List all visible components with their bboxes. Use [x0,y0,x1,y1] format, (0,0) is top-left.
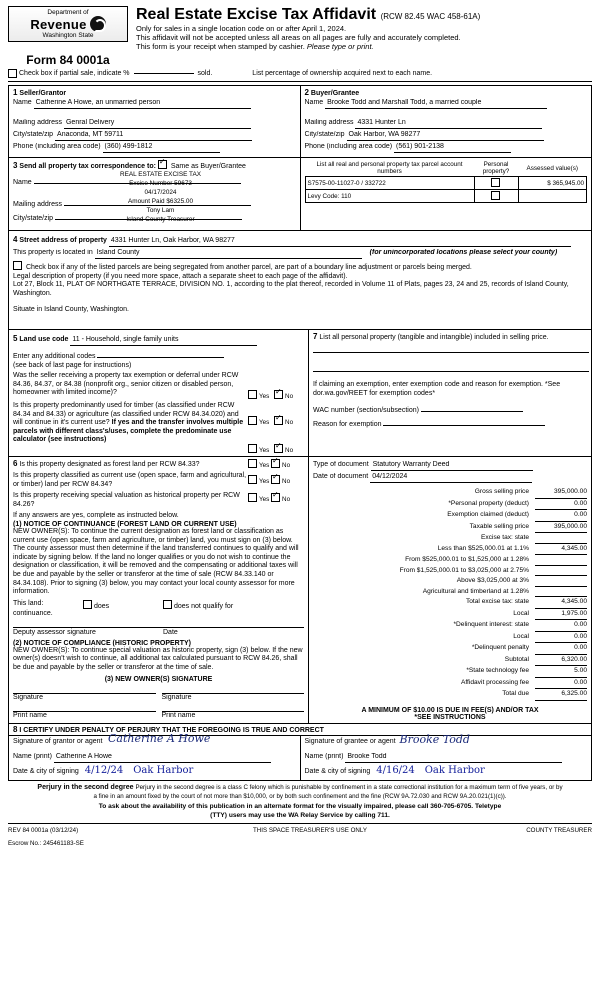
money-value[interactable] [535,555,587,566]
grantor-date-label: Date & city of signing [13,767,79,775]
new-owner-sig-2[interactable] [162,693,305,701]
deputy-date-label: Date [163,628,178,636]
additional-codes-value[interactable] [97,348,224,358]
notice1-body [13,528,304,597]
money-row [313,533,587,544]
money-value[interactable]: 6,325.00 [535,689,587,701]
print-label-1: Print name [13,711,47,719]
notice1-body-text: NEW OWNER(S): To continue the current designation as forest land or classification as current use (open space, farm and agriculture, or timber) land, you must sign on (3) below. The county assessor must then determine if the land transferred continues to qualify and will indicate by signing below. If the land no longer qualifies or you do not wish to continue the designation or classification, it will be removed and the compensating or additional taxes will be due and payable by the seller or transferor at the time of sale (RCW 84.33.140 or 84.34.108). Prior to signing (3) below, you may contact your local county assessor for more information. [13,528,299,596]
buyer-phone-label: Phone (including area code) [304,143,393,150]
does-qualify-checkbox[interactable] [83,600,92,609]
s5-q2c: complete the predominate use calculator (see instructions) [13,427,232,444]
money-label: Local [513,609,529,617]
header-line-2: This affidavit will not be accepted unless all areas on all pages are fully and accurately completed. [136,33,461,42]
county-note: (for unincorporated locations please select your county) [369,249,558,256]
seller-mailing-label: Mailing address [13,119,63,126]
section5-heading: Land use code [19,336,69,343]
buyer-mailing-value[interactable]: 4331 Hunter Ln [355,119,542,129]
s6-q2-text: Is this property classified as current use (open space, farm and agricultural, or timber) land per RCW 84.34? [13,472,247,488]
yes-label: Yes [259,393,270,400]
money-value[interactable]: 0.00 [535,678,587,690]
additional-codes-label: Enter any additional codes [13,353,96,360]
money-row [313,499,587,511]
s6-q2-yes[interactable] [248,475,257,484]
section-3 [8,158,592,231]
buyer-phone-value[interactable]: (561) 901-2138 [394,143,511,153]
money-label: Subtotal [504,655,529,663]
buyer-citystate-label: City/state/zip [304,131,345,138]
revenue-swirl-icon [90,16,106,32]
parcel-value-1[interactable]: S7575-00-11027-0 / 332722 [305,177,474,190]
section-5-7 [8,330,592,457]
form-number: Form 84 0001a [26,53,110,67]
section8-heading: I CERTIFY UNDER PENALTY OF PERJURY THAT THE FOREGOING IS TRUE AND CORRECT [19,726,324,734]
buyer-name-value[interactable]: Brooke Todd and Marshall Todd, a married couple [325,99,547,109]
money-lines [313,487,587,701]
money-value[interactable]: 395,000.00 [535,487,587,499]
partial-sale-label: Check box if partial sale, indicate % [19,70,130,77]
header-line-3: This form is your receipt when stamped by cashier. Please type or print. [136,42,374,51]
money-value[interactable] [535,566,587,577]
personal-property-value-2[interactable] [313,361,589,372]
stamp-line-6: Island County Treasurer [126,216,195,223]
seller-citystate-label: City/state/zip [13,131,54,138]
deputy-assessor-label: Deputy assessor signature [13,628,96,636]
seller-block [9,86,301,157]
stamp-line-3: 04/17/2024 [144,189,177,196]
buyer-citystate-value[interactable]: Oak Harbor, WA 98277 [347,131,544,141]
grantee-name-value[interactable]: Brooke Todd [345,753,562,763]
money-block [309,457,591,723]
parcel-col-header: List all real and personal property tax parcel account numbers [316,161,463,175]
money-row [313,544,587,556]
state-label: Washington State [42,32,94,39]
money-label: Gross selling price [474,488,529,495]
s6-q3-yes[interactable] [248,493,257,502]
seller-name-label: Name [13,99,32,106]
notice1-title: (1) NOTICE OF CONTINUANCE (FOREST LAND OR CURRENT USE) [13,521,237,528]
money-value[interactable]: 0.00 [535,632,587,644]
money-row [313,609,587,621]
money-row [313,643,587,655]
money-row [313,632,587,644]
personal-checkbox-2[interactable] [474,190,518,203]
perjury-lead: Perjury in the second degree [37,783,134,791]
section5-number: 5 [13,334,18,343]
grantor-sig-label: Signature of grantor or agent [13,737,103,745]
section-4 [8,231,592,330]
s5-q2-yes[interactable] [248,416,257,425]
money-label: From $1,525,000.01 to $3,025,000 at 2.75% [399,566,529,574]
money-label: *Personal property (deduct) [448,499,529,507]
same-as-buyer-label: Same as Buyer/Grantee [170,163,246,170]
perjury-line-4: (TTY) users may use the WA Relay Service by calling 711. [210,811,390,819]
section7-heading: List all personal property (tangible and intangible) included in selling price. [319,334,549,341]
money-row [313,655,587,667]
correspondence-block [9,158,301,230]
money-row [313,666,587,678]
s6-q1-yes[interactable] [248,459,257,468]
money-label: *Delinquent interest: state [453,621,529,628]
exemption-label: If claiming an exemption, enter exemption code and reason for exemption. *See dor.wa.gov/REET for exemption codes* [313,381,561,397]
stamp-line-2: Excise Number 59673 [129,180,192,187]
sig-label-1: Signature [13,693,43,701]
money-label: Affidavit processing fee [460,678,529,686]
grantor-name-label: Name (print) [13,752,52,760]
money-row [313,510,587,522]
does-label: does [94,602,110,610]
grantor-name-value[interactable]: Catherine A Howe [54,753,271,763]
grantee-signature-block [301,732,592,780]
perjury-notice [8,783,592,820]
located-in-label: This property is located in [13,249,93,256]
stamp-line-5: Tony Lam [146,207,175,214]
seller-mailing-value[interactable]: Genral Delivery [64,119,251,129]
money-row [313,689,587,701]
grantor-signature[interactable]: Catherine A Howe [108,731,211,745]
rev-number: REV 84 0001a (03/12/24) [8,826,79,834]
doc-date-label: Date of document [313,473,369,480]
personal-col-header: Personal property? [482,161,510,175]
s5-q2-answers[interactable]: Yes ✓No Yes ✓No [248,402,304,454]
revenue-label: Revenue [30,16,87,32]
grantee-city-value[interactable]: Oak Harbor [424,764,485,776]
money-label: Above $3,025,000 at 3% [456,577,529,584]
seller-number: 1 [13,88,18,97]
no-label: No [285,393,294,400]
money-label: *State technology fee [466,667,529,674]
s5-q3-no[interactable] [274,444,283,453]
buyer-number: 2 [304,88,309,97]
money-value[interactable]: 395,000.00 [535,522,587,534]
s5-q1-yes[interactable] [248,390,257,399]
money-label: Total due [502,690,529,697]
table-row [305,177,587,190]
dept-label: Department of [47,9,89,16]
treasurer-use-label: THIS SPACE TREASURER'S USE ONLY [253,826,367,834]
money-row [313,620,587,632]
reason-value[interactable] [383,416,545,426]
s5-q2b: If yes and the transfer involves multiple parcels with different class's/uses, [13,419,244,435]
money-row [313,678,587,690]
stamp-line-1: REAL ESTATE EXCISE TAX [120,171,201,178]
document-footer [8,827,592,834]
property-address-value[interactable]: 4331 Hunter Ln, Oak Harbor, WA 98277 [109,237,571,247]
agency-logo [8,6,128,42]
parcel-table-block [301,158,592,230]
money-value[interactable]: 5.00 [535,666,587,678]
document-header [8,6,592,51]
continuance-word: continuance. [13,609,53,617]
section8-number: 8 [13,724,18,734]
perjury-line-1: Perjury in the second degree is a class C felony which is punishable by confinement in a state correctional institution for a maximum term of five years, or by [135,783,563,791]
money-label: Taxable selling price [469,522,529,530]
seller-citystate-value[interactable]: Anaconda, MT 59711 [55,131,252,141]
seller-phone-label: Phone (including area code) [13,143,101,150]
personal-checkbox-1[interactable] [474,177,518,190]
s5-q3-yes[interactable] [248,444,257,453]
grantee-name-label: Name (print) [304,752,344,760]
grantor-signature-block [9,731,301,780]
money-label: Less than $525,000.01 at 1.1% [437,544,529,552]
escrow-row [8,840,592,847]
money-row [313,555,587,566]
land-use-code-value[interactable]: 11 - Household, single family units [70,336,257,346]
legal-desc-text: Lot 27, Block 11, PLAT OF NORTHGATE TERRACE, DIVISION NO. 1, according to the plat thereof, recorded in Volume 11 of Plats, pages 23, 24 and 25, records of Island County, Washington. [13,281,569,297]
s5-q2-text [13,402,248,454]
money-value[interactable] [535,587,587,598]
new-owner-sig-1[interactable] [13,693,156,701]
wac-label: WAC number (section/subsection) [313,407,419,414]
buyer-block [301,86,592,157]
money-value[interactable] [535,533,587,544]
grantee-date-value[interactable]: 4/16/24 [376,764,415,776]
section-6-money [8,457,592,724]
section-6: 6 Is this property designated as forest land per RCW 84.33? Is this property classified as current use (open space, farm and agricultural, or timber) land per RCW 84.34? Is this property receiving special valuation as historical property per RCW 84.26? Yes ✓No Yes ✓No Yes ✓No If any answers are yes, complete as instructed below. (1) NOTICE OF CONTINUANCE (FOREST LAND OR CURRENT USE) NEW OWNER(S): To continue the current designation as forest land or classification as current use (open space, farm and agriculture, or timber) land, you must sign on (3) below. The county assessor must then determine if the land transferred continues to qualify and will indicate by signing below. If the land no longer qualifies or you do not wish to continue the designation or classification, it will be removed and the compensating or additional taxes will be due and payable by the seller or transferor at the time of sale (RCW 84.33.140 or 84.34.108). Prior to signing (3) below, you may contact your local county assessor for more information. This land: does does not qualify for continuance. Deputy assessor signature Date (2) NOTICE OF COMPLIANCE (HISTORIC PROPERTY) NEW OWNER(S): To continue special valuation as historic property, sign (3) below. If the new owner(s) doesn't wish to continue, all additional tax calculated pursuant to RCW 84.26, shall be due and payable by the seller or transferor at the time of sale. (3) NEW OWNER(S) SIGNATURE Signature Signature Print name Print name [9,457,309,723]
s6-q3-no[interactable] [271,493,280,502]
money-value[interactable]: 0.00 [535,499,587,511]
escrow-number[interactable]: 245461183-SE [43,839,84,847]
s5-q1-answers[interactable] [248,372,304,400]
new-owner-print-1[interactable] [13,711,156,719]
seller-heading: Seller/Grantor [19,90,67,97]
escrow-label: Escrow No.: [8,839,42,847]
money-value[interactable]: 0.00 [535,620,587,632]
money-label: Exemption claimed (deduct) [447,511,529,518]
money-value[interactable]: 6,320.00 [535,655,587,667]
rcw-reference: (RCW 82.45 WAC 458-61A) [380,12,481,21]
money-label: Total excise tax: state [465,598,529,605]
s5-q1-no[interactable] [274,390,283,399]
county-treasurer-label: COUNTY TREASURER [526,826,592,834]
money-row [313,597,587,609]
s5-q1-text: Was the seller receiving a property tax exemption or deferral under RCW 84.36, 84.37, or 84.38 (nonprofit org., senior citizen or disabled person, homeowner with limited income)? [13,372,239,397]
money-row [313,566,587,577]
grantee-signature[interactable]: Brooke Todd [399,732,470,746]
money-value[interactable]: 0.00 [535,510,587,522]
buyer-mailing-label: Mailing address [304,119,354,126]
section-8 [8,724,592,736]
notice2-body: NEW OWNER(S): To continue special valuation as historic property, sign (3) below. If the new owner(s) doesn't wish to continue, all additional tax calculated pursuant to RCW 84.26, shall be due and payable by the seller or transferor at the time of sale. [13,646,303,671]
page-title-text: Real Estate Excise Tax Affidavit [136,6,377,23]
assessed-col-header: Assessed value(s) [526,164,578,172]
doc-type-value[interactable]: Statutory Warranty Deed [371,461,533,471]
money-row [313,522,587,534]
s3-name-label: Name [13,179,32,186]
new-owner-print-2[interactable] [162,711,305,719]
assessed-value-2[interactable] [518,190,587,203]
print-label-2: Print name [161,711,196,719]
s6-q2-no[interactable] [271,475,280,484]
s6-if-yes: If any answers are yes, complete as instructed below. [13,512,179,519]
seller-phone-value[interactable]: (360) 499-1812 [103,143,220,153]
section6-number: 6 [13,459,18,468]
money-label: Excise tax: state [480,534,529,541]
money-value[interactable]: 4,345.00 [535,544,587,556]
parcel-value-2[interactable]: Levy Code: 110 [305,190,474,203]
s6-q3-text: Is this property receiving special valuation as historical property per RCW 84.26? [13,492,240,508]
does-not-qualify-checkbox[interactable] [163,600,172,609]
s5-q2-no[interactable] [274,416,283,425]
section-7 [309,330,591,456]
notice2-title: (2) NOTICE OF COMPLIANCE (HISTORIC PROPERTY) [13,639,191,647]
parties-section [8,85,592,158]
reason-label: Reason for exemption [313,421,382,428]
parcel-table [305,160,588,203]
header-line-1: Only for sales in a single location code on or after April 1, 2024. [136,24,347,33]
s5-q2a: Is this property predominantly used for timber (as classified under RCW 84.34 and 84.33) or agriculture (as classified under RCW 84.34.020) and will continue in it's current use? [13,402,239,427]
table-row [305,190,587,203]
partial-sale-checkbox[interactable] [8,69,17,78]
treasurer-stamp [73,170,248,224]
section-5 [9,330,309,456]
wac-value[interactable] [421,402,523,412]
same-as-buyer-checkbox[interactable] [158,160,167,169]
money-value[interactable]: 4,345.00 [535,597,587,609]
segregated-note: Check box if any of the listed parcels are being segregated from another parcel, are part of a boundary line adjustment or parcels being merged. [25,264,472,271]
page-title [136,6,592,24]
see-back-note: (see back of last page for instructions) [13,362,132,369]
county-value[interactable]: Island County [95,249,362,259]
money-value[interactable] [535,576,587,587]
assessed-value-1[interactable]: $ 365,945.00 [518,177,587,190]
signature-block [8,731,592,781]
section4-number: 4 [13,235,18,244]
doc-date-value[interactable]: 04/12/2024 [370,473,532,483]
money-label: *Delinquent penalty [471,644,529,651]
notice3-title: (3) NEW OWNER(S) SIGNATURE [104,675,213,683]
money-label: From $525,000.01 to $1,525,000 at 1.28% [405,556,529,563]
minimum-due-note: A MINIMUM OF $10.00 IS DUE IN FEE(S) AND/OR TAX [361,706,539,714]
stamp-line-4: Amount Paid $6325.00 [127,198,194,205]
section4-heading: Street address of property [19,237,107,244]
perjury-line-3: To ask about the availability of this publication in an alternate format for the visually impaired, please call 360-705-6705. Teletype [98,802,502,810]
see-instructions-note: *SEE INSTRUCTIONS [414,713,486,721]
money-label: Local [513,632,529,640]
segregated-checkbox[interactable] [13,261,22,270]
grantor-city-value[interactable]: Oak Harbor [133,764,194,776]
grantor-date-value[interactable]: 4/12/24 [84,764,124,776]
s6-q1-text: Is this property designated as forest land per RCW 84.33? [19,461,200,468]
situate-text: Situate in Island County, Washington. [13,306,129,313]
money-value[interactable]: 1,975.00 [535,609,587,621]
does-not-label: does not qualify for [174,602,234,610]
buyer-heading: Buyer/Grantee [310,90,360,97]
this-land-label: This land: [13,599,44,607]
section7-number: 7 [313,332,318,341]
legal-desc-label: Legal description of property (if you need more space, attach a separate sheet to each page of the affidavit). [13,273,348,280]
s3-citystate-label: City/state/zip [13,215,54,222]
sig-label-2: Signature [161,693,192,701]
seller-name-value[interactable]: Catherine A Howe, an unmarried person [34,99,251,109]
perjury-line-2: a fine in an amount fixed by the court of not more than $10,000, or by both such confinement and the fine (RCW 9A.72.030 and RCW 9A.20.021(1)(c)). [93,792,507,800]
section3-number: 3 [13,161,18,170]
section3-heading: Send all property tax correspondence to: [19,163,156,170]
money-row [313,487,587,499]
money-value[interactable]: 0.00 [535,643,587,655]
s3-mailing-label: Mailing address [13,201,63,208]
grantee-date-label: Date & city of signing [304,767,371,775]
partial-sale-suffix: sold. [197,70,213,77]
grantee-sig-label: Signature of grantee or agent [304,737,396,745]
money-label: Agricultural and timberland at 1.28% [422,587,529,595]
money-row [313,587,587,598]
ownership-note: List percentage of ownership acquired next to each name. [252,70,433,77]
money-row [313,576,587,587]
buyer-name-label: Name [304,99,324,106]
doc-type-label: Type of document [313,461,369,468]
s6-q1-no[interactable] [271,459,280,468]
personal-property-value[interactable] [313,342,589,353]
